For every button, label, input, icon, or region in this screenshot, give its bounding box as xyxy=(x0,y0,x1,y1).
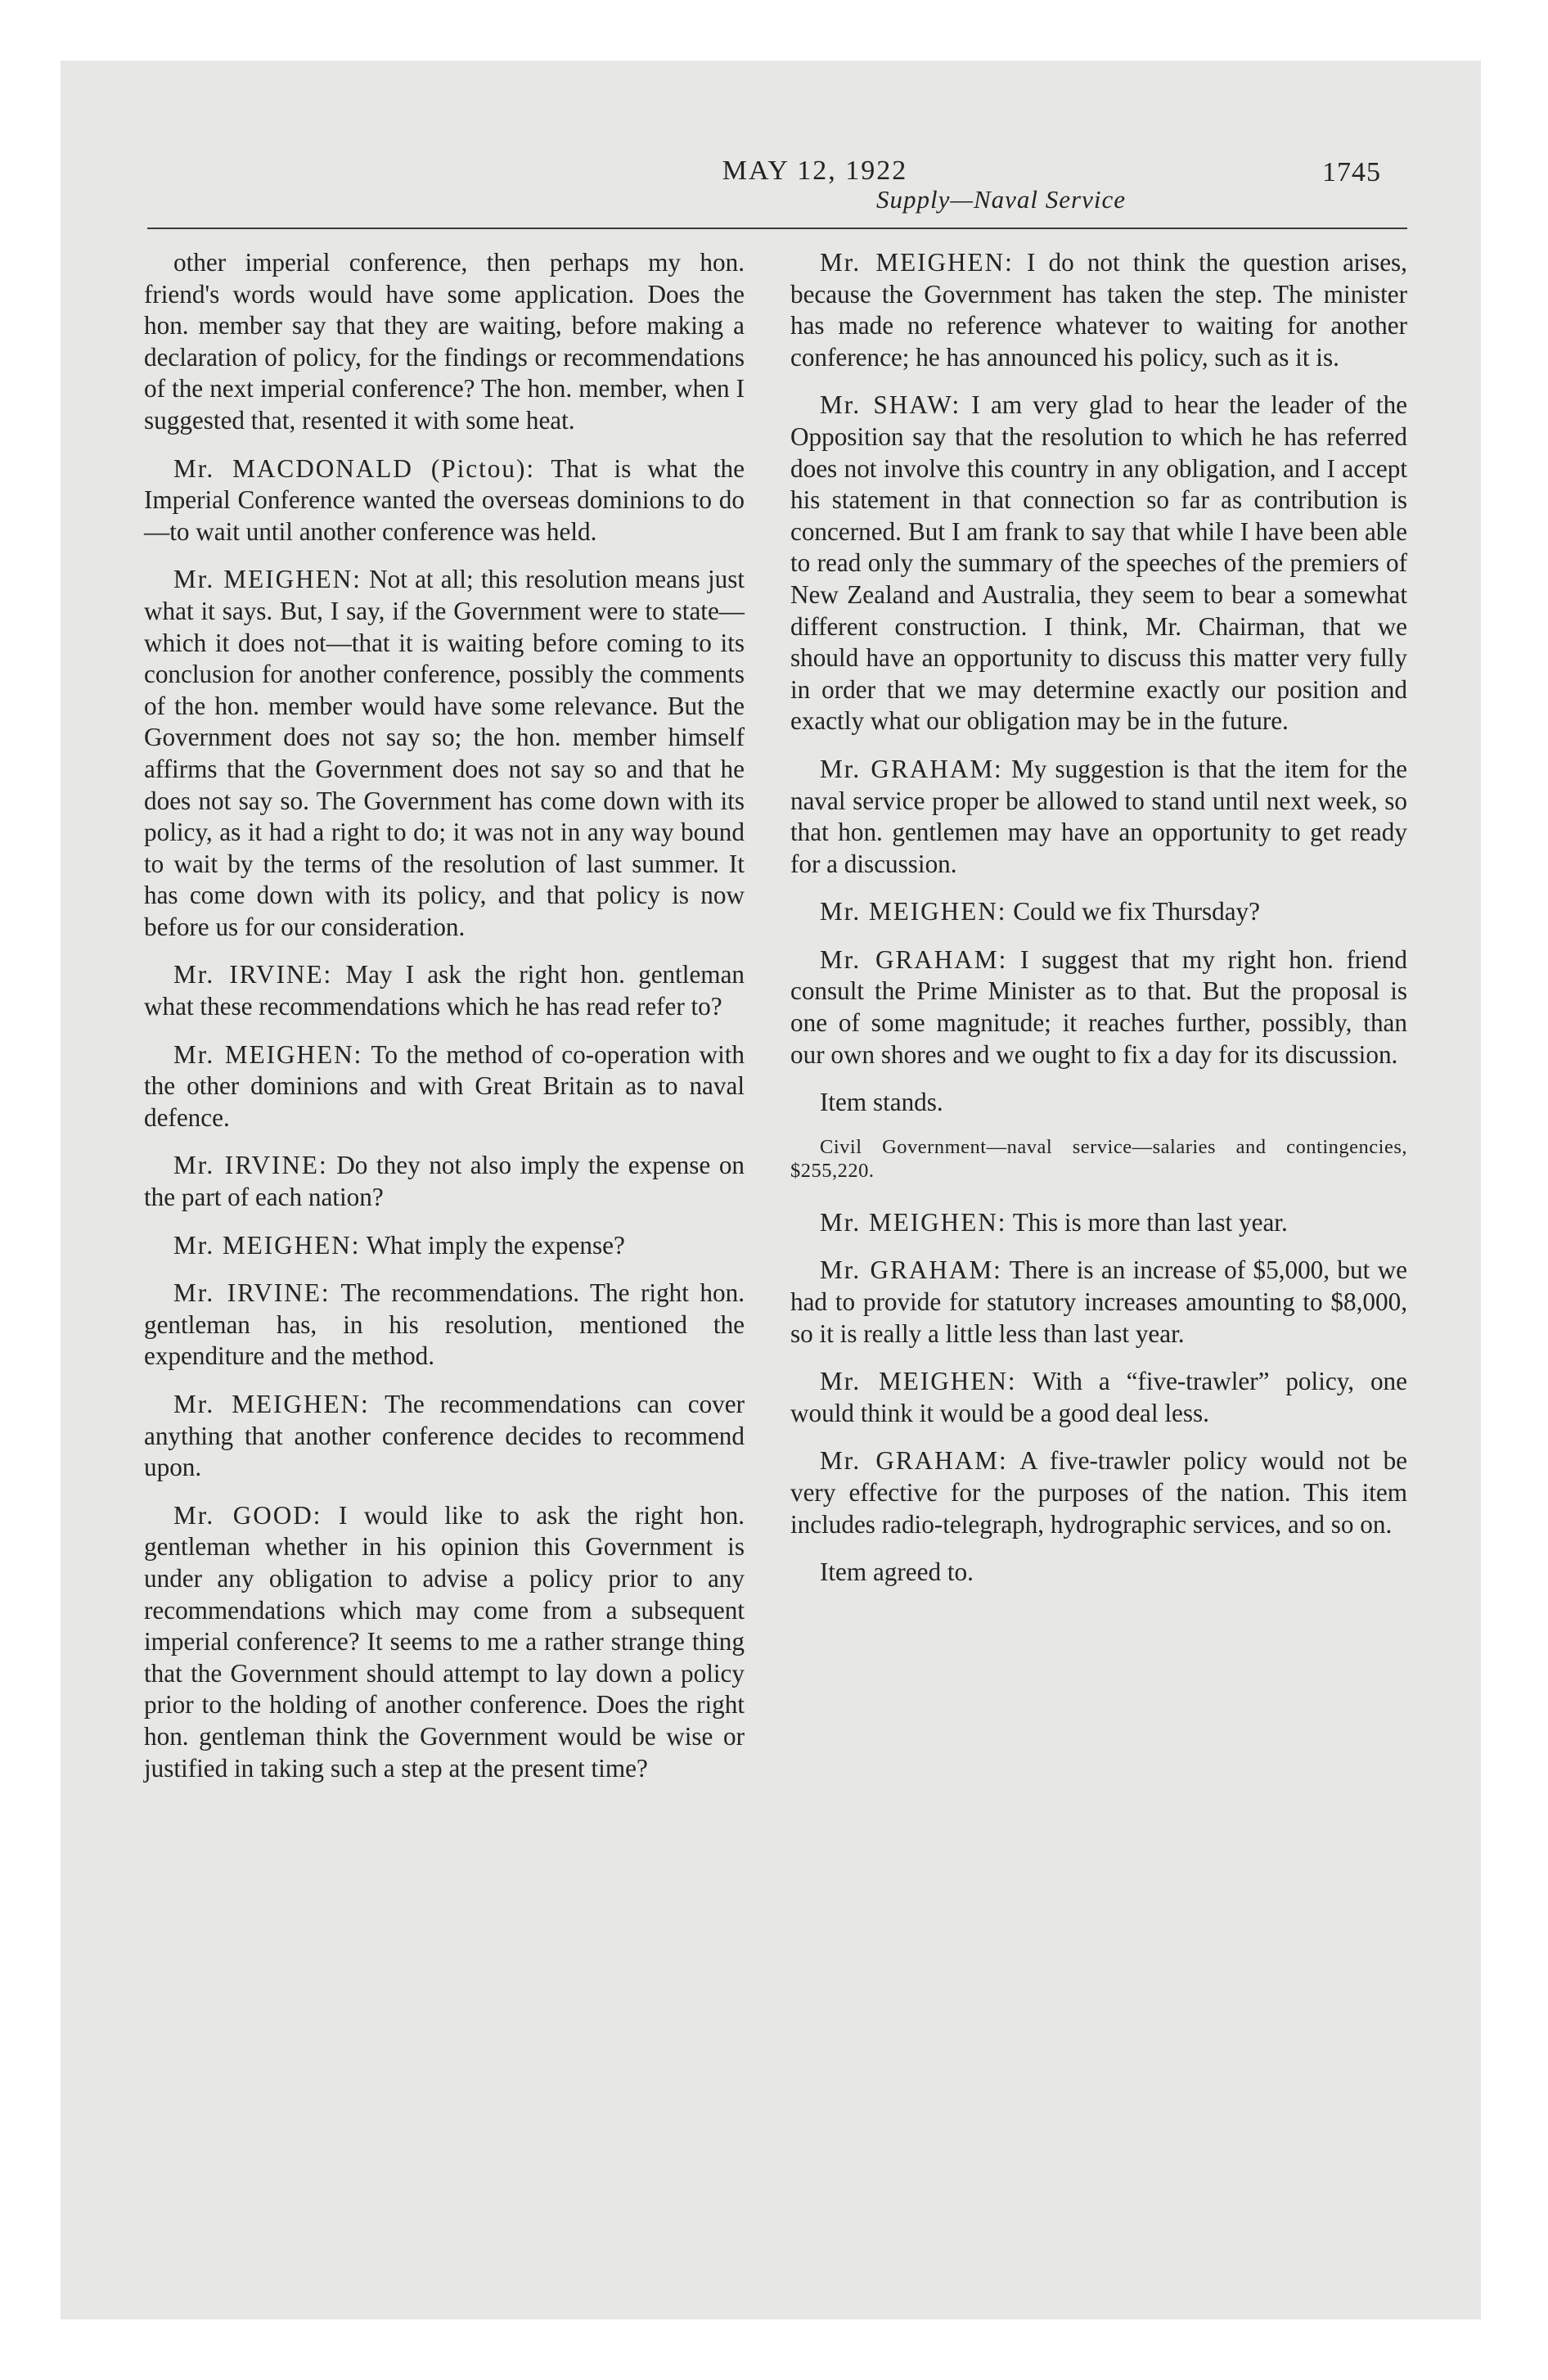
speaker-name: Mr. MEIGHEN: xyxy=(173,565,362,594)
speech-paragraph xyxy=(790,1445,1407,1540)
speech-text: Do they not also imply the expense on the part of each nation? xyxy=(144,1151,745,1212)
header-page-number: 1745 xyxy=(1322,157,1381,187)
speech-paragraph xyxy=(144,453,745,548)
supply-item-heading xyxy=(790,1135,1407,1183)
item-status xyxy=(790,1557,1407,1589)
speech-paragraph xyxy=(790,247,1407,373)
speaker-name: Mr. MEIGHEN: xyxy=(820,897,1007,926)
item-status xyxy=(790,1087,1407,1119)
speech-text: To the method of co-operation with the other dominions and with Great Britain as to naval defence. xyxy=(144,1039,745,1132)
speaker-name: Mr. GRAHAM: xyxy=(820,1255,1002,1285)
speech-text: The recommendations. The right hon. gentleman has, in his resolution, mentioned the expenditure and the method. xyxy=(144,1278,745,1371)
speech-paragraph xyxy=(144,1278,745,1373)
paragraph xyxy=(144,247,745,437)
supply-item-text: Civil Government—naval service—salaries and contingencies, $255,220. xyxy=(790,1135,1407,1182)
speech-paragraph xyxy=(790,754,1407,880)
speaker-name: Mr. MEIGHEN: xyxy=(820,1207,1007,1237)
speech-text: Not at all; this resolution means just what it says. But, I say, if the Government were to state—which it does not—that it is waiting before coming to its conclusion for another conference, possibly the comments of the hon. member would have some relevance. But the Government does not say so; the hon. member himself affirms that the Government does not say so and that he does not say so. The Government has come down with its policy, as it had a right to do; it was not in any way bound to wait by the terms of the resolution of last summer. It has come down with its policy, and that policy is now before us for our consideration. xyxy=(144,565,745,941)
paragraph-text: other imperial conference, then perhaps my hon. friend's words would have some application. Does the hon. member say that they are waiting, before making a declaration of policy, for the findings or recommendations of the next imperial conference? The hon. member, when I suggested that, resented it with some heat. xyxy=(144,248,745,435)
speech-paragraph xyxy=(790,1366,1407,1429)
speech-text: I would like to ask the right hon. gentleman whether in his opinion this Government is under any obligation to advise a policy prior to any recommendations which may come from a subsequent imperial conference? It seems to me a rather strange thing that the Government should attempt to lay down a policy prior to the holding of another conference. Does the right hon. gentleman think the Government would be wise or justified in taking such a step at the present time? xyxy=(144,1500,745,1783)
speaker-name: Mr. GRAHAM: xyxy=(820,1446,1008,1476)
speaker-name: Mr. MEIGHEN: xyxy=(820,1367,1017,1396)
page-header xyxy=(144,156,1407,234)
speech-paragraph xyxy=(144,1150,745,1213)
speech-text: May I ask the right hon. gentleman what these recommendations which he has read refer to? xyxy=(144,960,745,1021)
speech-text: There is an increase of $5,000, but we had to provide for statutory increases amounting to $8,000, so it is really a little less than last year. xyxy=(790,1255,1407,1348)
speech-text: I suggest that my right hon. friend consult the Prime Minister as to that. But the proposal is one of some magnitude; it reaches further, possibly, than our own shores and we ought to fix a day for its discussion. xyxy=(790,944,1407,1069)
speaker-name: Mr. MEIGHEN: xyxy=(173,1039,363,1069)
speaker-name: Mr. MEIGHEN: xyxy=(173,1230,361,1260)
speech-text: A five-trawler policy would not be very effective for the purposes of the nation. This item includes radio-telegraph, hydrographic services, and so on. xyxy=(790,1446,1408,1539)
speech-paragraph xyxy=(144,1039,745,1134)
speaker-name: Mr. MEIGHEN: xyxy=(820,248,1014,277)
speech-text: That is what the Imperial Conference wanted the overseas dominions to do—to wait until another conference was held. xyxy=(144,453,745,546)
header-date: MAY 12, 1922 xyxy=(722,156,908,186)
speaker-name: Mr. SHAW: xyxy=(820,390,961,420)
hansard-page xyxy=(144,156,1407,2218)
speech-text: The recommendations can cover anything that another conference decides to recommend upon. xyxy=(144,1390,745,1482)
item-status-text: Item agreed to. xyxy=(820,1557,974,1587)
speaker-name: Mr. GRAHAM: xyxy=(820,944,1008,974)
speech-paragraph xyxy=(144,1389,745,1484)
speaker-name: Mr. MEIGHEN: xyxy=(173,1390,370,1418)
speech-paragraph xyxy=(790,944,1407,1071)
speech-text: My suggestion is that the item for the naval service proper be allowed to stand until next week, so that hon. gentlemen may have an opportunity to get ready for a discussion. xyxy=(790,754,1408,878)
speech-paragraph xyxy=(144,1500,745,1784)
speech-paragraph xyxy=(790,896,1407,928)
speaker-name: Mr. GRAHAM: xyxy=(820,754,1003,783)
speech-text: I do not think the question arises, because the Government has taken the step. The minister has made no reference whatever to waiting for another conference; he has announced his policy, such as it is. xyxy=(790,248,1407,372)
right-column xyxy=(790,247,1407,1605)
speech-text: This is more than last year. xyxy=(1012,1207,1288,1237)
item-status-text: Item stands. xyxy=(820,1088,943,1117)
speaker-name: Mr. IRVINE: xyxy=(173,960,333,989)
speech-text: What imply the expense? xyxy=(366,1230,625,1260)
speaker-name: Mr. GOOD: xyxy=(173,1500,322,1530)
header-section-title: Supply—Naval Service xyxy=(876,185,1126,214)
speech-paragraph xyxy=(144,1230,745,1262)
speech-text: I am very glad to hear the leader of the Opposition say that the resolution to which he has referred does not involve this country in any obligation, and I accept his statement in that connection so far as contribution is concerned. But I am frank to say that while I have been able to read only the summary of the speeches of the premiers of New Zealand and Australia, they seem to bear a somewhat different construction. I think, Mr. Chairman, that we should have an opportunity to discuss this matter very fully in order that we may determine exactly our position and exactly what our obligation may be in the future. xyxy=(790,390,1408,736)
header-rule xyxy=(147,228,1407,229)
speech-paragraph xyxy=(144,564,745,943)
speech-text: With a “five-trawler” policy, one would think it would be a good deal less. xyxy=(790,1367,1407,1427)
speech-paragraph xyxy=(144,959,745,1022)
speech-paragraph xyxy=(790,390,1407,737)
speech-paragraph xyxy=(790,1207,1407,1239)
speaker-name: Mr. IRVINE: xyxy=(173,1278,331,1308)
speech-text: Could we fix Thursday? xyxy=(1013,897,1260,926)
speaker-name: Mr. IRVINE: xyxy=(173,1151,328,1180)
speaker-name: Mr. MACDONALD (Pictou): xyxy=(173,453,535,483)
left-column xyxy=(144,247,745,1801)
speech-paragraph xyxy=(790,1255,1407,1350)
